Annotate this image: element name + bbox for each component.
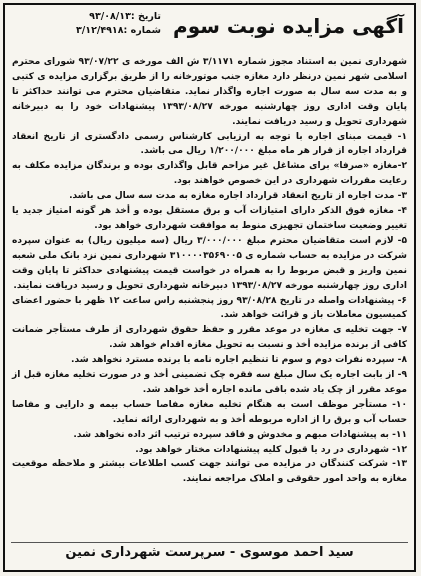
ad-clause-2: ۲-مغازه «صرفا» برای مشاغل غیر مزاحم قابل واگذاری بوده و برندگان مزایده مکلف به رعایت مقررات شهرداری در این خصوص خواهند بود. xyxy=(12,161,407,187)
ad-clause-6: ۶- پیشنهادات واصله در تاریخ ۹۳/۰۸/۲۸ روز پنجشنبه راس ساعت ۱۲ ظهر با حضور اعضای کمیسیون معاملات باز و قرائت خواهد شد. xyxy=(12,295,407,321)
footer-divider xyxy=(11,542,408,543)
ad-date: تاریخ :۹۳/۰۸/۱۳ xyxy=(89,11,161,22)
ad-clause-13: ۱۳- شرکت کنندگان در مزایده می توانند جهت کسب اطلاعات بیشتر و ملاحظه موقعیت مغازه به واحد امور حقوقی و املاک مراجعه نمایند. xyxy=(12,459,407,485)
ad-intro: شهرداری نمین به استناد مجوز شماره ۳/۱۱۷۱ ش الف مورخه ی ۹۳/۰۷/۲۲ شورای محترم اسلامی شهر نمین درنظر دارد مغازه جنب موتورخانه را از طریق برگزاری مزایده ی کتبی و به مدت سه سال به صورت اجاره واگذار نماید. متقاضیان محترم می توانند حداکثر تا پایان وقت اداری روز چهارشنبه مورخه ۱۳۹۳/۰۸/۲۷ پیشنهادات خود را به دبیرخانه شهرداری تحویل و رسید دریافت نمایند. xyxy=(12,57,407,127)
ad-clause-8: ۸- سپرده نفرات دوم و سوم تا تنظیم اجاره نامه با برنده مسترد نخواهد شد. xyxy=(71,355,407,366)
ad-header xyxy=(5,5,414,55)
ad-body xyxy=(12,55,407,487)
ad-reference xyxy=(11,10,161,38)
ad-clause-4: ۴- مغازه فوق الذکر دارای امتیازات آب و برق مستقل بوده و أخذ هر گونه امتیاز جدید یا تغییر وضعیت ساختمان تجهیزی منوط به موافقت شهرداری خواهد بود. xyxy=(12,206,407,231)
auction-advertisement xyxy=(3,3,416,572)
ad-clause-10: ۱۰- مستأجر موظف است به هنگام تخلیه مغازه مفاصا حساب بیمه و دارایی و مفاصا حساب آب و برق را از اداره مربوطه أخذ و به شهرداری ارائه نماید. xyxy=(12,399,407,425)
ad-number: شماره :۳/۱۲/۴۹۱۸ xyxy=(76,25,161,36)
ad-clause-1: ۱- قیمت مبنای اجاره با توجه به ارزیابی کارشناس رسمی دادگستری از تاریخ انعقاد قرارداد اجاره از قرار هر ماه مبلغ ۱/۲۰۰/۰۰۰ ریال می باشد. xyxy=(12,131,407,157)
ad-title: آگهی مزایده نوبت سوم xyxy=(173,14,404,38)
ad-signature: سید احمد موسوی - سرپرست شهرداری نمین xyxy=(65,545,354,560)
ad-clause-9: ۹- از بابت اجاره یک سال مبلغ سه فقره چک تضمینی أخذ و در صورت تخلیه مغازه قبل از موعد مقرر از چک یاد شده باقی مانده اجاره أخذ خواهد شد. xyxy=(12,370,407,395)
ad-clause-7: ۷- جهت تخلیه ی مغازه در موعد مقرر و حفظ حقوق شهرداری از طرف مستأجر ضمانت کافی از برنده مزایده أخذ و نسبت به تحویل مغازه اقدام خواهد شد. xyxy=(12,325,407,351)
ad-clause-12: ۱۲- شهرداری در رد یا قبول کلیه پیشنهادات مختار خواهد بود. xyxy=(135,444,407,455)
ad-clause-11: ۱۱- به پیشنهادات مبهم و مخدوش و فاقد سپرده ترتیب اثر داده نخواهد شد. xyxy=(73,429,407,440)
ad-footer xyxy=(5,542,414,564)
ad-clause-5: ۵- لازم است متقاضیان محترم مبلغ ۳/۰۰۰/۰۰۰ ریال (سه میلیون ریال) به عنوان سپرده شرکت در مزایده به حساب شماره ی ۳۱۰۰۰۰۳۵۶۹۰۰۵ شهرداری نمین نزد بانک ملی شعبه نمین واریز و قبض مربوط را به همراه در خواست قیمت پیشنهادی حداکثر تا پایان وقت اداری روز چهارشنبه مورخه ۱۳۹۳/۰۸/۲۷ دبیرخانه شهرداری تحویل و رسید دریافت نمایند. xyxy=(12,235,408,291)
ad-clause-3: ۳- مدت اجاره از تاریخ انعقاد قرارداد اجاره مغازه به مدت سه سال می باشد. xyxy=(69,191,407,202)
